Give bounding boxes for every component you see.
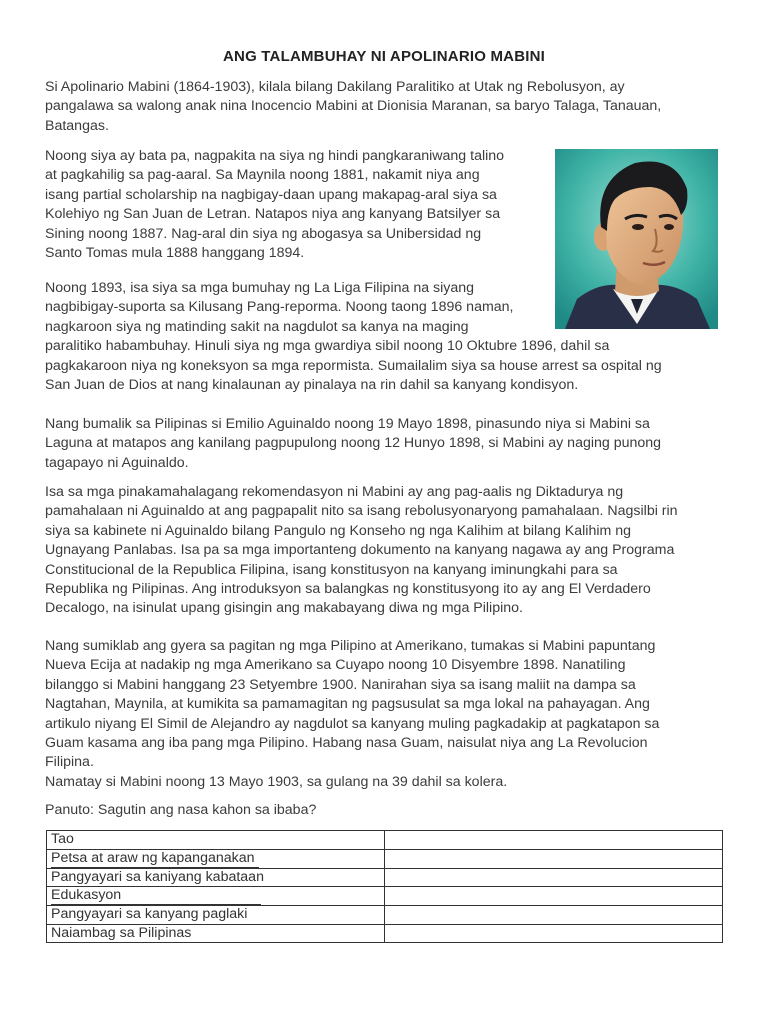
text-line: Nueva Ecija at nadakip ng mga Amerikano sa Cuyapo noong 10 Disyembre 1898. Nanatiling bbox=[45, 657, 626, 674]
text-line: Panuto: Sagutin ang nasa kahon sa ibaba? bbox=[45, 802, 317, 818]
text-line: Namatay si Mabini noong 13 Mayo 1903, sa gulang na 39 dahil sa kolera. bbox=[45, 773, 508, 790]
row-label bbox=[47, 887, 385, 906]
portrait-image bbox=[555, 149, 718, 329]
text-line: paralitiko habambuhay. Hinuli siya ng mga gwardiya sibil noong 10 Oktubre 1896, dahil sa bbox=[45, 338, 610, 355]
answer-table bbox=[46, 830, 723, 943]
answer-cell[interactable] bbox=[385, 831, 723, 850]
text-line: Decalogo, na isinulat upang gisingin ang makabayang diwa ng mga Pilipino. bbox=[45, 600, 523, 617]
text-line: San Juan de Dios at nang kinalaunan ay pinalaya na rin dahil sa kanyang kondisyon. bbox=[45, 377, 579, 394]
table-row bbox=[47, 887, 723, 906]
row-label-text: Edukasyon bbox=[51, 887, 261, 905]
text-line: siya sa kabinete ni Aguinaldo bilang Pangulo ng Konseho ng nga Kalihim at bilang Kalihim ng bbox=[45, 522, 632, 539]
paragraph-intro bbox=[45, 78, 725, 136]
text-line: Filipina. bbox=[45, 754, 94, 771]
text-line: bilanggo si Mabini hanggang 23 Setyembre 1900. Nanirahan siya sa isang maliit na dampa sa bbox=[45, 676, 636, 693]
answer-cell[interactable] bbox=[385, 887, 723, 906]
instruction-text bbox=[45, 801, 725, 820]
text-line: Noong siya ay bata pa, nagpakita na siya ng hindi pangkaraniwang talino bbox=[45, 148, 505, 164]
paragraph-aguinaldo bbox=[45, 415, 725, 473]
table-row bbox=[47, 868, 723, 887]
row-label-text: Petsa at araw ng kapanganakan bbox=[51, 850, 259, 868]
text-line: pagkakaroon niya ng koneksyon sa mga repormista. Sumailalim siya sa house arrest sa ospital ng bbox=[45, 357, 662, 374]
text-line: Republika ng Pilipinas. Ang introduksyon sa balangkas ng konstitusyong ito ay ang El Verdadero bbox=[45, 581, 651, 598]
text-line: Nang sumiklab ang gyera sa pagitan ng mga Pilipino at Amerikano, tumakas si Mabini papuntang bbox=[45, 638, 656, 654]
text-line: Kolehiyo ng San Juan de Letran. Natapos niya ang kanyang Batsilyer sa bbox=[45, 206, 501, 223]
paragraph-war bbox=[45, 637, 725, 792]
text-line: Nagtahan, Maynila, at kumikita sa pamamagitan ng pagsusulat sa mga lokal na pahayagan. Ang bbox=[45, 696, 650, 713]
answer-cell[interactable] bbox=[385, 924, 723, 943]
text-line: Batangas. bbox=[45, 117, 109, 134]
text-line: Sining noong 1887. Nag-aral din siya ng abogasya sa Unibersidad ng bbox=[45, 225, 482, 242]
text-line: Isa sa mga pinakamahalagang rekomendasyon ni Mabini ay ang pag-aalis ng Diktadurya ng bbox=[45, 484, 624, 500]
table-row bbox=[47, 924, 723, 943]
text-line: tagapayo ni Aguinaldo. bbox=[45, 454, 189, 471]
table-row bbox=[47, 849, 723, 868]
paragraph-recommendations bbox=[45, 483, 725, 619]
text-line: Si Apolinario Mabini (1864-1903), kilala bilang Dakilang Paralitiko at Utak ng Rebolusyon, ay bbox=[45, 79, 625, 95]
text-line: Laguna at matapos ang kanilang pagpupulong noong 12 Hunyo 1898, si Mabini ay naging punong bbox=[45, 435, 662, 452]
text-line: pamahalaan ni Aguinaldo at ang pagpapalit nito sa isang rebolusyonaryong pamahalaan. Nagsilbi rin bbox=[45, 503, 678, 520]
text-line: isang partial scholarship na nagbigay-daan upang makapag-aral siya sa bbox=[45, 186, 497, 203]
row-label: Pangyayari sa kanyang paglaki bbox=[47, 906, 385, 925]
row-label: Pangyayari sa kaniyang kabataan bbox=[47, 868, 385, 887]
row-label: Naiambag sa Pilipinas bbox=[47, 924, 385, 943]
text-line: at pagkahilig sa pag-aaral. Sa Maynila noong 1881, nakamit niya ang bbox=[45, 167, 480, 184]
text-line: pangalawa sa walong anak nina Inocencio Mabini at Dionisia Maranan, sa baryo Talaga, Tanauan, bbox=[45, 98, 662, 115]
text-line: artikulo niyang El Simil de Alejandro ay nagdulot sa kanyang muling pagkadakip at pagkatapon sa bbox=[45, 715, 660, 732]
answer-cell[interactable] bbox=[385, 849, 723, 868]
text-line: Ugnayang Panlabas. Isa pa sa mga importanteng dokumento na kanyang nagawa ay ang Programa bbox=[45, 542, 675, 559]
text-line: Santo Tomas mula 1888 hanggang 1894. bbox=[45, 245, 305, 262]
page-title: ANG TALAMBUHAY NI APOLINARIO MABINI bbox=[223, 48, 545, 65]
table-row bbox=[47, 831, 723, 850]
text-line: nagkaroon siya ng matinding sakit na nagdulot sa kanya na maging bbox=[45, 318, 469, 335]
table-row bbox=[47, 906, 723, 925]
text-line: Nang bumalik sa Pilipinas si Emilio Aguinaldo noong 19 Mayo 1898, pinasundo niya si Mabini sa bbox=[45, 416, 650, 432]
text-line: Noong 1893, isa siya sa mga bumuhay ng La Liga Filipina na siyang bbox=[45, 280, 475, 296]
row-label: Tao bbox=[47, 831, 385, 850]
answer-cell[interactable] bbox=[385, 868, 723, 887]
text-line: Guam kasama ang iba pang mga Pilipino. Habang nasa Guam, naisulat niya ang La Revolucion bbox=[45, 735, 648, 752]
row-label bbox=[47, 849, 385, 868]
text-line: nagbibigay-suporta sa Kilusang Pang-reporma. Noong taong 1896 naman, bbox=[45, 299, 514, 316]
answer-cell[interactable] bbox=[385, 906, 723, 925]
text-line: Constitucional de la Republica Filipina, isang konstitusyon na kanyang iminungkahi para sa bbox=[45, 561, 618, 578]
